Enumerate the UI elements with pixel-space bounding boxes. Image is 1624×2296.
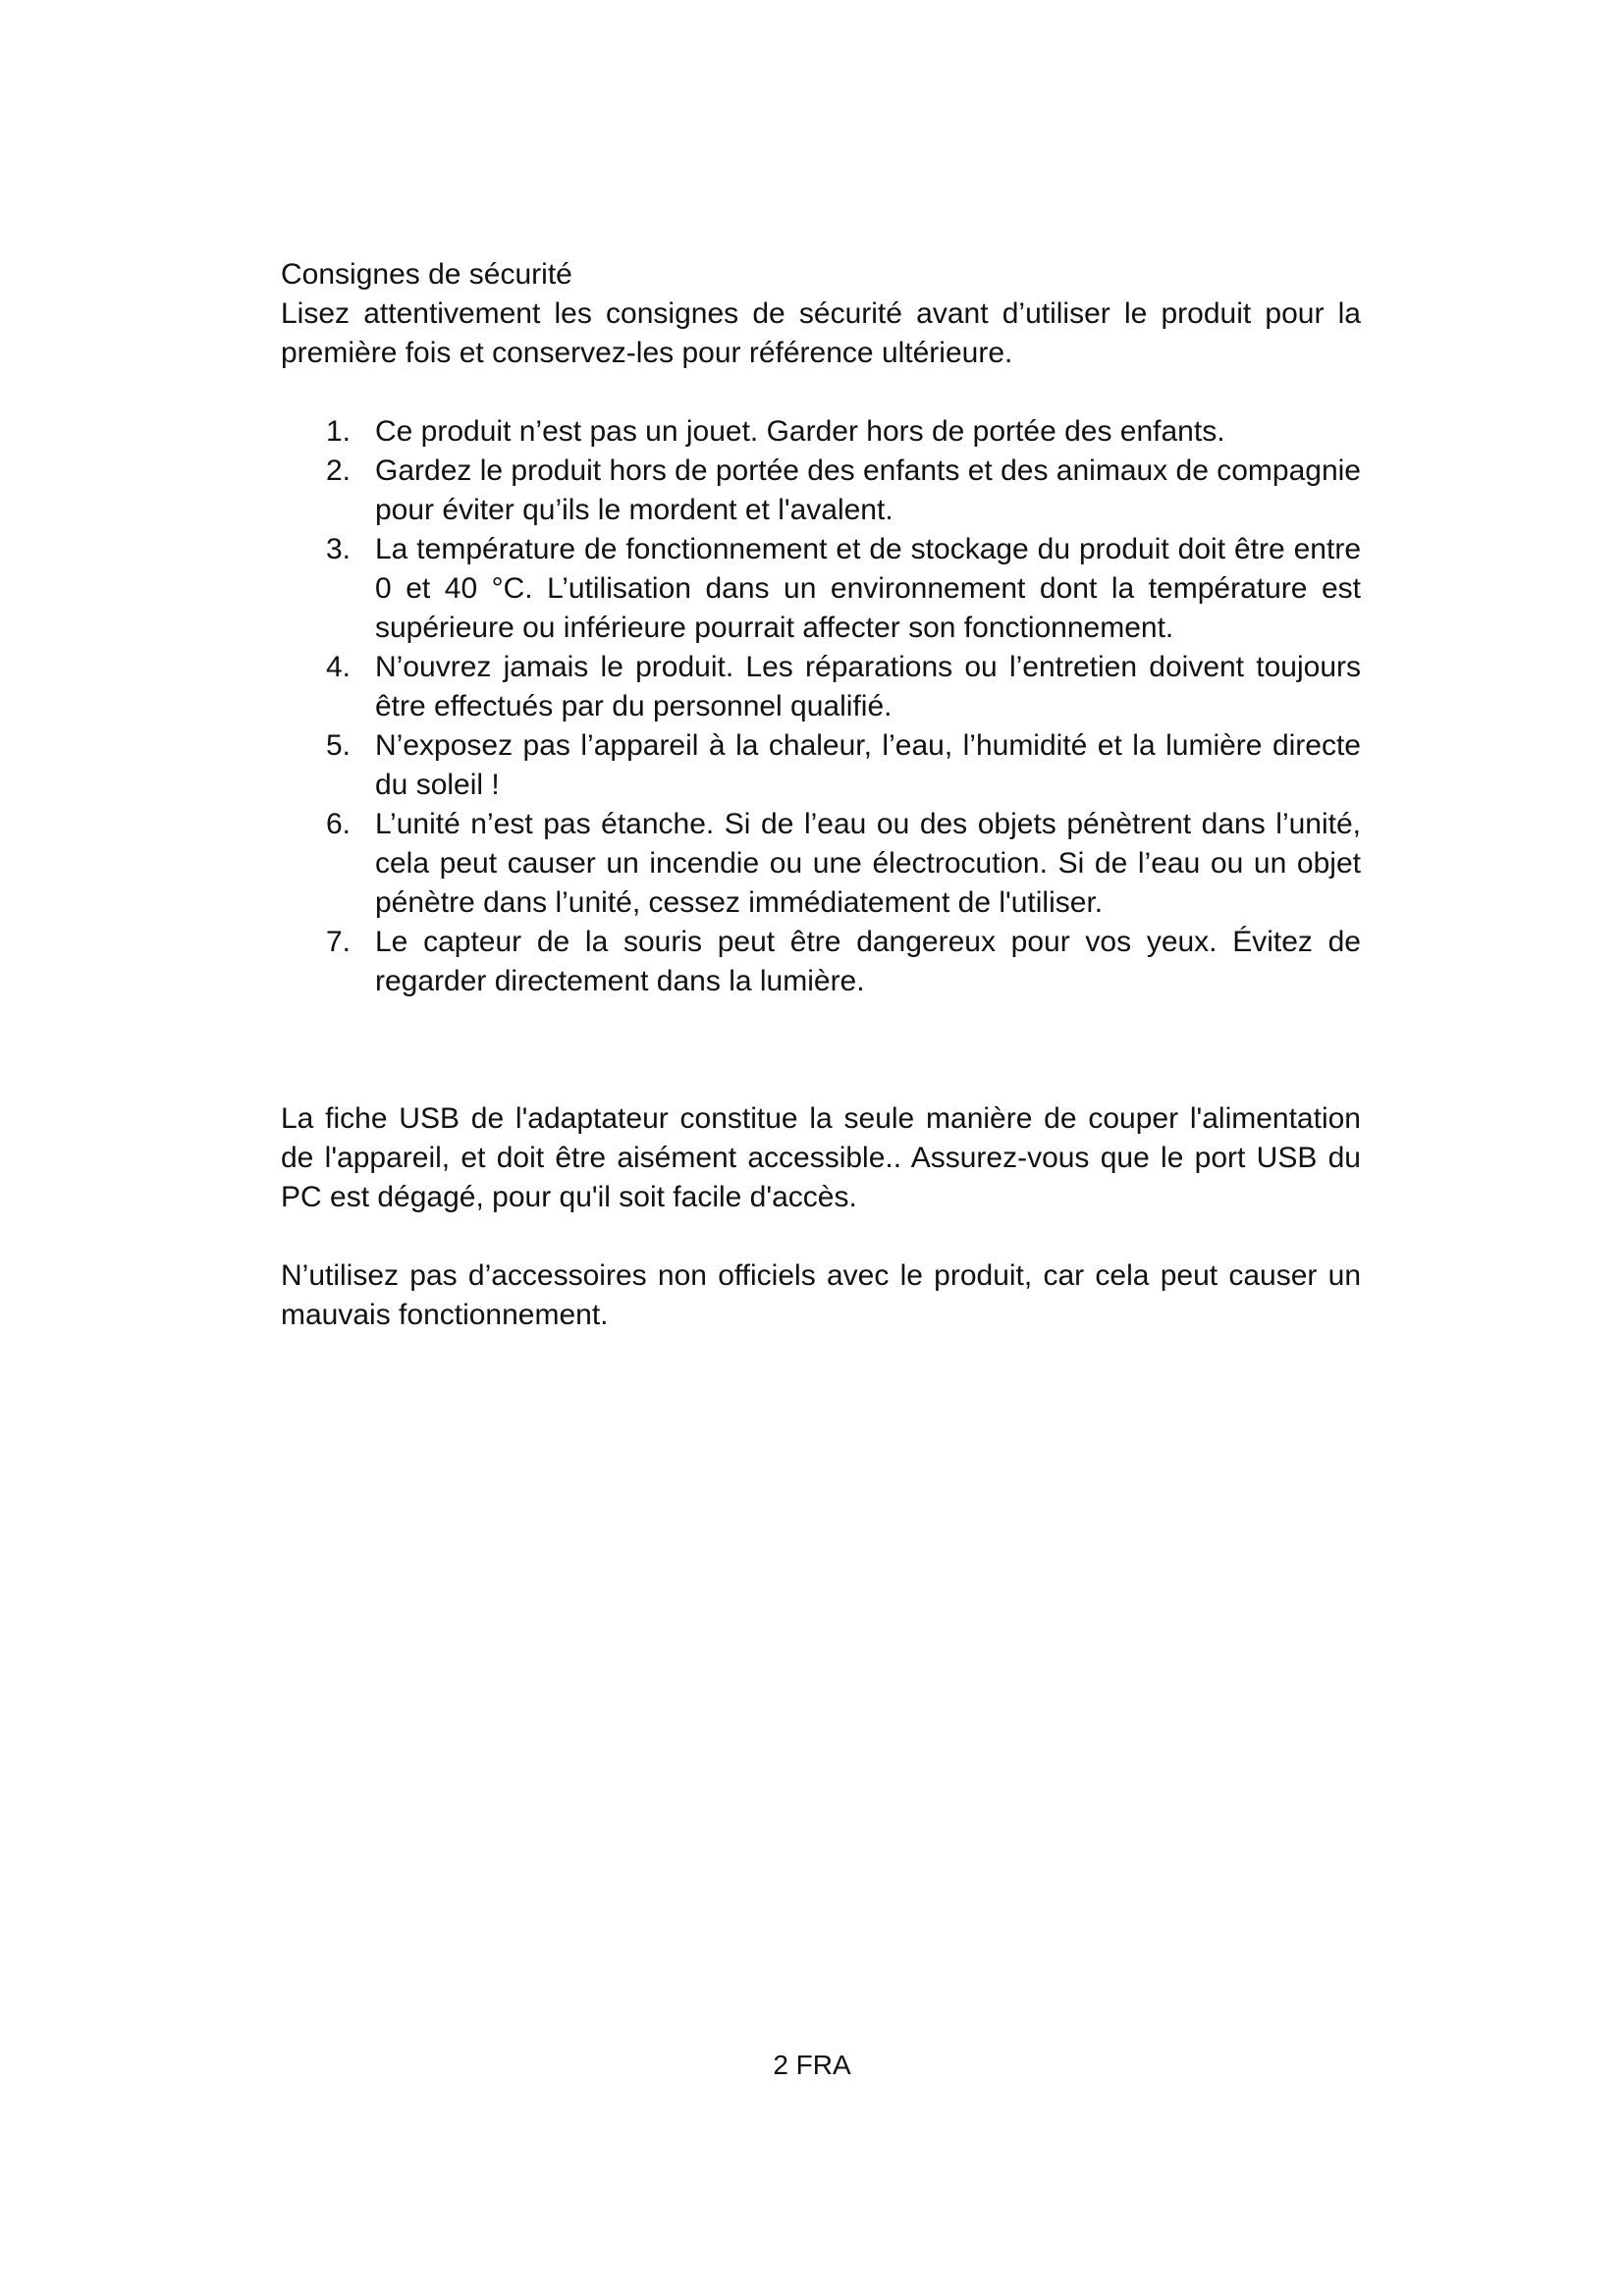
list-item-text: N’ouvrez jamais le produit. Les réparations ou l’entretien doivent toujours être effectués par du personnel qualifié. — [375, 651, 1361, 722]
section-title: Consignes de sécurité — [281, 258, 572, 291]
safety-rules-list — [281, 412, 1361, 1001]
list-item-number: 5. — [326, 729, 352, 762]
list-item-text: La température de fonctionnement et de stockage du produit doit être entre 0 et 40 °C. L’utilisation dans un environnement dont la température est supérieure ou inférieure pourrait affecter son fonctionnement. — [375, 533, 1361, 644]
list-item — [281, 805, 1361, 923]
list-item — [281, 726, 1361, 805]
document-content — [281, 255, 1361, 1335]
intro-paragraph: Lisez attentivement les consignes de sécurité avant d’utiliser le produit pour la première fois et conservez-les pour référence ultérieure. — [281, 297, 1361, 369]
list-item-text: Le capteur de la souris peut être dangereux pour vos yeux. Évitez de regarder directement dans la lumière. — [375, 926, 1361, 997]
list-item-number: 7. — [326, 926, 352, 958]
list-item-text: Gardez le produit hors de portée des enfants et des animaux de compagnie pour éviter qu’ils le mordent et l'avalent. — [375, 454, 1361, 526]
list-item — [281, 452, 1361, 530]
accessories-note-paragraph: N’utilisez pas d’accessoires non officiels avec le produit, car cela peut causer un mauvais fonctionnement. — [281, 1259, 1361, 1331]
list-item-number: 2. — [326, 454, 352, 487]
list-item-number: 6. — [326, 808, 352, 840]
list-item — [281, 530, 1361, 648]
list-item-text: L’unité n’est pas étanche. Si de l’eau ou des objets pénètrent dans l’unité, cela peut causer un incendie ou une électrocution. Si de l’eau ou un objet pénètre dans l’unité, cessez immédiatement de l'utiliser. — [375, 808, 1361, 919]
list-item — [281, 923, 1361, 1001]
page-footer: 2 FRA — [773, 2050, 851, 2080]
list-item-number: 4. — [326, 651, 352, 683]
list-item-text: N’exposez pas l’appareil à la chaleur, l’eau, l’humidité et la lumière directe du soleil ! — [375, 729, 1361, 801]
list-item-text: Ce produit n’est pas un jouet. Garder hors de portée des enfants. — [375, 415, 1225, 448]
list-item — [281, 648, 1361, 726]
list-item-number: 1. — [326, 415, 352, 448]
usb-note-paragraph: La fiche USB de l'adaptateur constitue la seule manière de couper l'alimentation de l'appareil, et doit être aisément accessible.. Assurez-vous que le port USB du PC est dégagé, pour qu'il soit facile d'accès. — [281, 1102, 1361, 1213]
list-item — [281, 412, 1361, 452]
list-item-number: 3. — [326, 533, 352, 565]
